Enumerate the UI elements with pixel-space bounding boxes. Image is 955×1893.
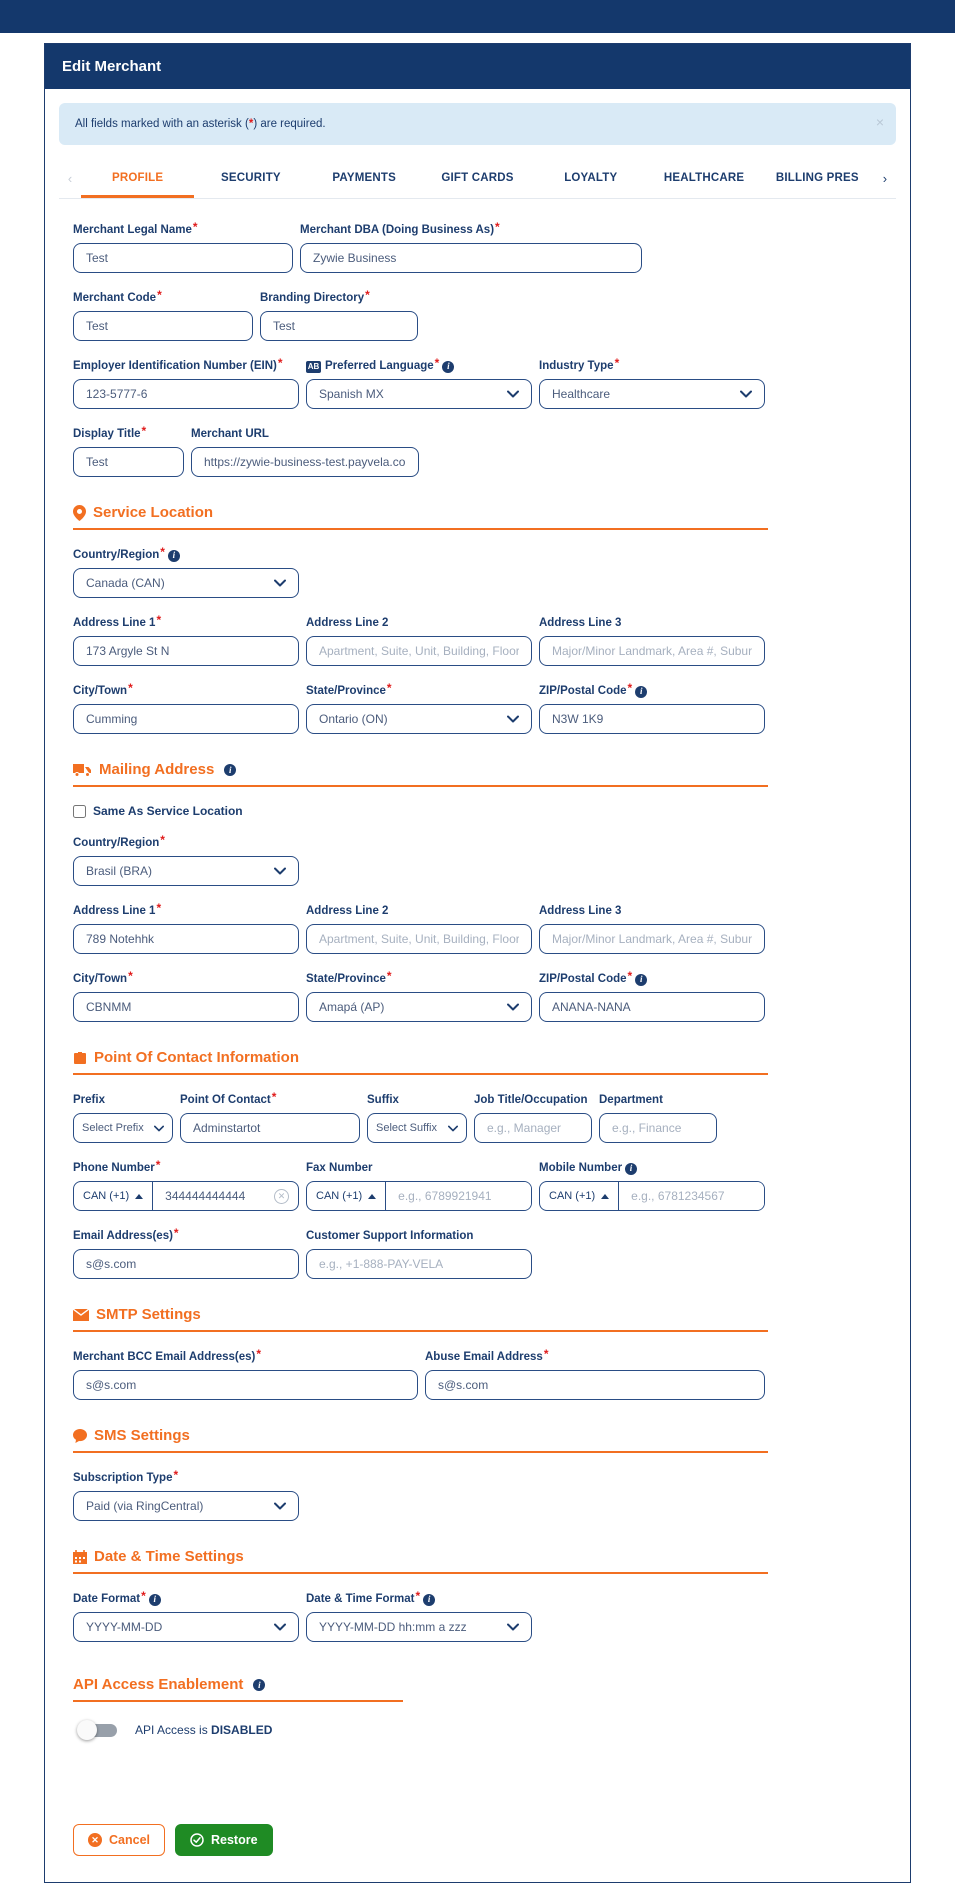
info-icon[interactable]: i [635,686,647,698]
department-input[interactable] [599,1113,717,1143]
field-sl-zip: ZIP/Postal Code * i N3W 1K9 [539,685,765,734]
bcc-email-input[interactable] [73,1370,418,1400]
required-asterisk: * [386,969,392,983]
field-date-format: Date Format * i YYYY-MM-DD [73,1593,299,1642]
industry-type-select[interactable]: Healthcare [539,379,765,409]
sl-zip-input[interactable] [539,704,765,734]
required-asterisk: * [434,356,440,370]
section-title: Mailing Address [99,761,215,778]
chevron-down-icon [274,1623,286,1631]
api-access-status-label: API Access is DISABLED [135,1723,273,1737]
chevron-down-icon [274,579,286,587]
chevron-down-icon [507,1623,519,1631]
required-asterisk: * [128,681,133,695]
tab-bar [59,159,896,199]
field-bcc-email: Merchant BCC Email Address(es) * s@s.com [73,1351,418,1400]
required-asterisk: * [627,969,633,983]
tab-security[interactable]: SECURITY [221,172,281,184]
required-fields-alert [59,103,896,145]
caret-up-icon [135,1194,143,1199]
customer-support-input[interactable] [306,1249,532,1279]
required-asterisk: * [156,901,162,915]
field-sl-state: State/Province * Ontario (ON) [306,685,532,734]
field-ma-state: State/Province * Amapá (AP) [306,973,532,1022]
ma-city-input[interactable] [73,992,299,1022]
fax-country-code-select[interactable]: CAN (+1) [307,1182,386,1210]
field-merchant-code: Merchant Code * Test [73,292,253,341]
caret-up-icon [368,1194,376,1199]
mailing-address-section-header [73,761,768,787]
form-footer [73,1824,768,1856]
tab-healthcare[interactable]: HEALTHCARE [663,172,745,184]
mobile-number-group [539,1181,765,1211]
sms-section-header [73,1427,768,1453]
truck-icon [73,763,92,777]
field-sl-address1: Address Line 1 * 173 Argyle St N [73,617,299,666]
field-merchant-legal-name: Merchant Legal Name * Test [73,224,293,273]
chevron-down-icon [448,1125,458,1132]
api-access-section-header [73,1676,403,1702]
info-icon[interactable]: i [253,1679,265,1691]
cancel-circle-icon: ✕ [88,1833,102,1847]
field-ma-city: City/Town * CBNMM [73,973,299,1022]
required-asterisk: * [277,356,283,370]
ma-address2-input[interactable] [306,924,532,954]
required-asterisk: * [160,833,165,847]
field-poc-name: Point Of Contact * Adminstartot [180,1094,360,1143]
info-icon[interactable]: i [224,764,236,776]
required-asterisk: * [256,1347,262,1361]
api-access-toggle[interactable] [77,1720,117,1740]
ma-state-select[interactable]: Amapá (AP) [306,992,532,1022]
required-asterisk: * [495,220,500,234]
chevron-down-icon [274,1502,286,1510]
caret-up-icon [601,1194,609,1199]
merchant-code-input[interactable] [73,311,253,341]
required-asterisk: * [614,356,620,370]
profile-form [45,199,768,1856]
info-icon[interactable]: i [149,1594,161,1606]
sl-city-input[interactable] [73,704,299,734]
api-access-toggle-row [73,1720,768,1740]
required-asterisk: * [156,613,162,627]
section-title: API Access Enablement [73,1676,244,1693]
clear-icon[interactable]: ✕ [274,1189,289,1204]
sl-address3-input[interactable] [539,636,765,666]
field-department: Department e.g., Finance [599,1094,717,1143]
required-asterisk: * [128,969,133,983]
required-asterisk: * [271,1090,277,1104]
section-title: Point Of Contact Information [94,1049,299,1066]
page-title: Edit Merchant [45,44,910,89]
field-sl-address2: Address Line 2 Apartment, Suite, Unit, Building, Floor, etc [306,617,532,666]
required-asterisk: * [141,1589,146,1603]
same-as-service-location: Same As Service Location [73,804,768,818]
field-industry-type: Industry Type * Healthcare [539,360,765,409]
cancel-button[interactable]: ✕ Cancel [73,1824,165,1856]
service-location-section-header [73,504,768,530]
subscription-type-select[interactable]: Paid (via RingCentral) [73,1491,299,1521]
field-ein: Employer Identification Number (EIN) * 123-5777-6 [73,360,299,409]
datetime-format-select[interactable]: YYYY-MM-DD hh:mm a zzz [306,1612,532,1642]
info-icon[interactable]: i [423,1594,435,1606]
poc-name-input[interactable] [180,1113,360,1143]
chat-bubble-icon [73,1429,87,1443]
restore-button[interactable]: Restore [175,1824,273,1856]
envelope-icon [73,1309,89,1321]
phone-number-group [73,1181,299,1211]
required-asterisk: * [192,220,198,234]
required-asterisk: * [386,681,392,695]
field-ma-address2: Address Line 2 Apartment, Suite, Unit, Building, Floor, etc [306,905,532,954]
branding-directory-input[interactable] [260,311,418,341]
mobile-country-code-select[interactable]: CAN (+1) [540,1182,619,1210]
mobile-number-input[interactable] [619,1182,764,1210]
field-fax-number: Fax Number CAN (+1) e.g., 6789921941 [306,1162,532,1211]
alert-text: All fields marked with an asterisk (*) are required. [75,118,326,130]
display-title-input[interactable] [73,447,184,477]
required-asterisk: * [173,1226,179,1240]
required-asterisk: * [365,288,370,302]
section-title: Service Location [93,504,214,521]
ma-address3-input[interactable] [539,924,765,954]
abuse-email-input[interactable] [425,1370,765,1400]
suffix-select[interactable]: Select Suffix [367,1113,467,1143]
preferred-language-select[interactable]: Spanish MX [306,379,532,409]
required-asterisk: * [415,1589,421,1603]
field-customer-support: Customer Support Information e.g., +1-888-PAY-VELA [306,1230,532,1279]
section-title: SMTP Settings [96,1306,201,1323]
sl-country-select[interactable]: Canada (CAN) [73,568,299,598]
fax-number-group [306,1181,532,1211]
email-addresses-input[interactable] [73,1249,299,1279]
required-asterisk: * [141,424,147,438]
field-sl-city: City/Town * Cumming [73,685,299,734]
tab-loyalty[interactable]: LOYALTY [564,172,618,184]
field-subscription-type: Subscription Type * Paid (via RingCentral) [73,1472,299,1521]
tab-billing-pres[interactable]: BILLING PRES [775,172,859,184]
merchant-url-input[interactable] [191,447,419,477]
tabs-scroll-left-icon[interactable]: ‹ [67,171,73,186]
chevron-down-icon [154,1125,164,1132]
ma-country-select[interactable]: Brasil (BRA) [73,856,299,886]
field-abuse-email: Abuse Email Address * s@s.com [425,1351,765,1400]
field-email-addresses: Email Address(es) * s@s.com [73,1230,299,1279]
section-title: Date & Time Settings [94,1548,244,1565]
field-display-title: Display Title * Test [73,428,184,477]
field-sl-address3: Address Line 3 Major/Minor Landmark, Area #, Suburb, Neighb [539,617,765,666]
field-ma-zip: ZIP/Postal Code * i ANANA-NANA [539,973,765,1022]
prefix-select[interactable]: Select Prefix [73,1113,173,1143]
smtp-section-header [73,1306,768,1332]
field-phone-number: Phone Number * CAN (+1) 344444444444 ✕ [73,1162,299,1211]
translate-icon: AB [307,362,320,371]
field-ma-country: Country/Region * Brasil (BRA) [73,837,299,886]
calendar-icon [73,1550,87,1564]
field-datetime-format: Date & Time Format * i YYYY-MM-DD hh:mm a zzz [306,1593,532,1642]
info-icon[interactable]: i [168,550,180,562]
info-icon[interactable]: i [625,1163,637,1175]
chevron-down-icon [740,390,752,398]
api-access-state: DISABLED [211,1723,273,1737]
same-as-service-location-checkbox[interactable] [73,805,86,818]
required-asterisk: * [155,1158,161,1172]
field-ma-address3: Address Line 3 Major/Minor Landmark, Area #, Suburb, Neighb [539,905,765,954]
field-job-title: Job Title/Occupation e.g., Manager [474,1094,592,1143]
field-branding-directory: Branding Directory * Test [260,292,418,341]
field-mobile-number: Mobile Number i CAN (+1) e.g., 6781234567 [539,1162,765,1211]
tab-profile[interactable]: PROFILE [81,159,194,198]
map-pin-icon [73,505,86,521]
phone-number-input[interactable] [153,1182,274,1210]
required-asterisk: * [173,1468,179,1482]
tabs-scroll-right-icon[interactable]: › [882,171,888,186]
field-preferred-language: AB Preferred Language * i Spanish MX [306,360,532,409]
ma-address1-input[interactable] [73,924,299,954]
ma-zip-input[interactable] [539,992,765,1022]
field-prefix: Prefix Select Prefix [73,1094,173,1143]
edit-merchant-card [44,43,911,1883]
fax-number-input[interactable] [386,1182,531,1210]
tab-payments[interactable]: PAYMENTS [332,172,396,184]
datetime-section-header [73,1548,768,1574]
ein-input[interactable] [73,379,299,409]
tab-gift-cards[interactable]: GIFT CARDS [441,172,514,184]
merchant-legal-name-input[interactable] [73,243,293,273]
job-title-input[interactable] [474,1113,592,1143]
info-icon[interactable]: i [442,361,454,373]
info-icon[interactable]: i [635,974,647,986]
sl-address2-input[interactable] [306,636,532,666]
sl-state-select[interactable]: Ontario (ON) [306,704,532,734]
required-asterisk: * [160,545,165,559]
field-sl-country: Country/Region * i Canada (CAN) [73,549,299,598]
chevron-down-icon [274,867,286,875]
field-ma-address1: Address Line 1 * 789 Notehhk [73,905,299,954]
field-merchant-url: Merchant URL https://zywie-business-test.payvela.com/ui/reso [191,428,419,477]
briefcase-icon [73,1051,87,1065]
close-icon[interactable]: × [875,114,884,130]
chevron-down-icon [507,1003,519,1011]
merchant-dba-input[interactable] [300,243,642,273]
date-format-select[interactable]: YYYY-MM-DD [73,1612,299,1642]
section-title: SMS Settings [94,1427,190,1444]
chevron-down-icon [507,390,519,398]
check-circle-icon [190,1833,204,1847]
required-asterisk: * [627,681,633,695]
required-asterisk: * [157,288,162,302]
phone-country-code-select[interactable]: CAN (+1) [74,1182,153,1210]
field-merchant-dba: Merchant DBA (Doing Business As) * Zywie Business [300,224,642,273]
asterisk: * [248,118,254,130]
field-suffix: Suffix Select Suffix [367,1094,467,1143]
poc-section-header [73,1049,768,1075]
top-navigation-bar [0,0,955,33]
sl-address1-input[interactable] [73,636,299,666]
required-asterisk: * [543,1347,549,1361]
chevron-down-icon [507,715,519,723]
